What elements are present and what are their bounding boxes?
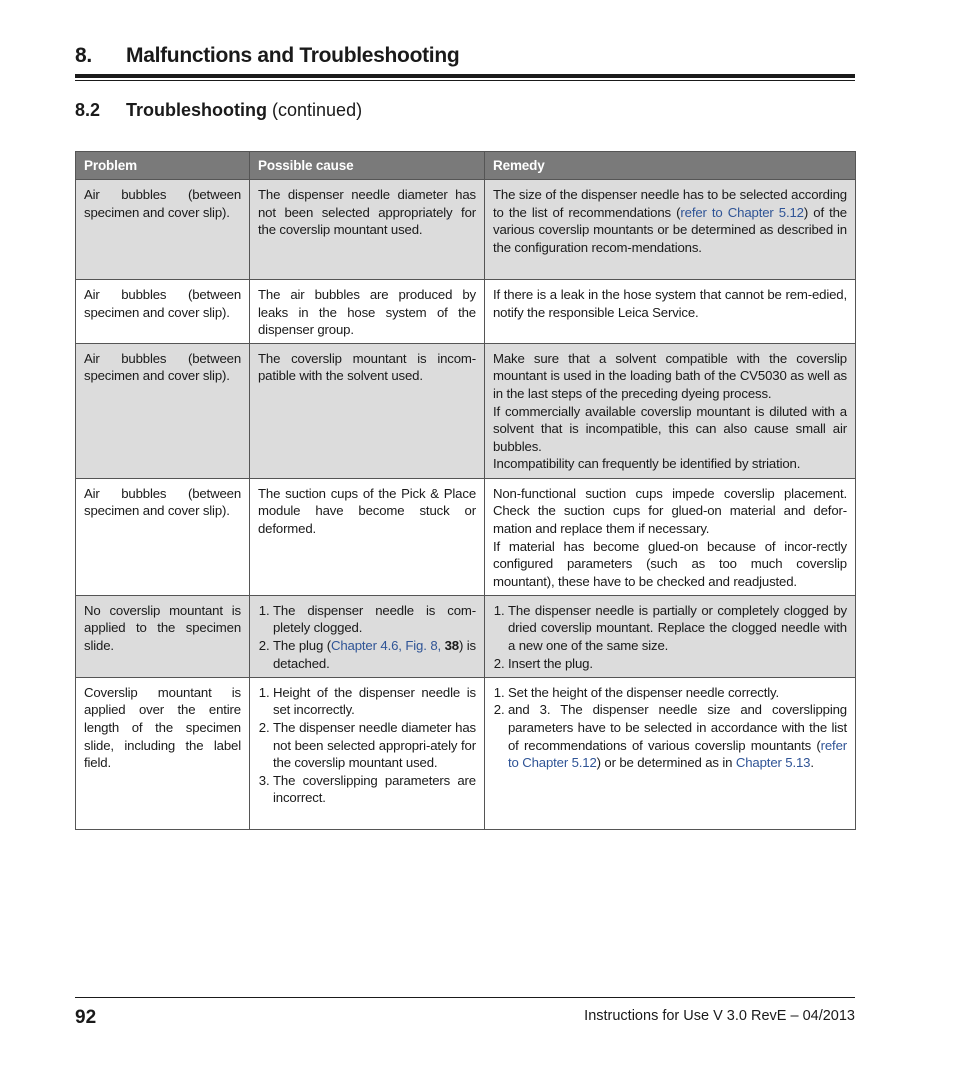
chapter-name: Malfunctions and Troubleshooting <box>126 44 460 67</box>
table-row <box>76 595 856 677</box>
remedy-cell: If there is a leak in the hose system that cannot be rem-edied, notify the responsible Leica Service. <box>485 280 856 344</box>
remedy-item: 1. Set the height of the dispenser needle correctly. <box>508 684 847 702</box>
page-number: 92 <box>75 1007 97 1028</box>
title-rule-thick <box>75 74 855 78</box>
cause-item: 3. The coverslipping parameters are incorrect. <box>273 772 476 807</box>
remedy-cell <box>485 677 856 829</box>
remedy-cell <box>485 595 856 677</box>
table-row <box>76 478 856 595</box>
problem-cell: Coverslip mountant is applied over the entire length of the specimen slide, including the label field. <box>76 677 250 829</box>
remedy-item: 1. The dispenser needle is partially or completely clogged by dried coverslip mountant. Replace the clogged needle with a new one of the same size. <box>508 602 847 655</box>
header-remedy: Remedy <box>485 152 856 180</box>
figure-number: 38 <box>444 637 459 653</box>
cause-item: 1. The dispenser needle is com-pletely clogged. <box>273 602 476 637</box>
remedy-cell <box>485 180 856 280</box>
table-row <box>76 180 856 280</box>
cause-text: ) is detached. <box>273 637 476 671</box>
section-name: Troubleshooting <box>126 100 267 120</box>
problem-cell: Air bubbles (between specimen and cover slip). <box>76 180 250 280</box>
cause-list <box>258 684 476 807</box>
section-title <box>75 100 362 121</box>
cause-cell <box>250 595 485 677</box>
remedy-text: ) or be determined as in <box>596 755 736 771</box>
problem-cell: Air bubbles (between specimen and cover slip). <box>76 280 250 344</box>
remedy-cell <box>485 343 856 478</box>
link-separator: , <box>437 637 445 653</box>
footer-rule <box>75 997 855 998</box>
cause-cell <box>250 677 485 829</box>
title-rule-thin <box>75 80 855 81</box>
header-possible-cause: Possible cause <box>250 152 485 180</box>
remedy-text: The size of the dispenser needle has to be selected according to the list of recommendations ( <box>493 187 847 220</box>
problem-cell: Air bubbles (between specimen and cover slip). <box>76 478 250 595</box>
document-reference: Instructions for Use V 3.0 RevE – 04/2013 <box>584 1008 855 1024</box>
cause-item: 2. The dispenser needle diameter has not been selected appropri-ately for the coverslip mountant used. <box>273 719 476 772</box>
chapter-number: 8. <box>75 44 92 67</box>
cause-cell: The suction cups of the Pick & Place module have become stuck or deformed. <box>250 478 485 595</box>
remedy-paragraph: Incompatibility can frequently be identified by striation. <box>493 456 801 472</box>
remedy-paragraph: If commercially available coverslip mountant is diluted with a solvent that is incompatible, this can also cause small air bubbles. <box>493 403 847 454</box>
table-row <box>76 677 856 829</box>
remedy-text: ) of the various coverslip mountants or be determined as described in the configuration recom-mendations. <box>493 204 847 255</box>
cause-text: The plug ( <box>273 637 331 653</box>
chapter-link[interactable]: refer to Chapter 5.12 <box>508 737 847 771</box>
cause-item: 1. Height of the dispenser needle is set incorrectly. <box>273 684 476 719</box>
remedy-text: . <box>810 755 814 771</box>
table-row <box>76 280 856 344</box>
cause-cell: The coverslip mountant is incom-patible with the solvent used. <box>250 343 485 478</box>
section-number: 8.2 <box>75 100 101 120</box>
remedy-item <box>508 701 847 771</box>
remedy-paragraph: If material has become glued-on because of incor-rectly configured parameters (such as too much coverslip mountant), these have to be checked and readjusted. <box>493 538 847 589</box>
chapter-title <box>75 44 855 68</box>
cause-cell: The air bubbles are produced by leaks in the hose system of the dispenser group. <box>250 280 485 344</box>
cause-list <box>258 602 476 672</box>
remedy-list <box>493 684 847 772</box>
remedy-item: 2. Insert the plug. <box>508 655 847 673</box>
header-problem: Problem <box>76 152 250 180</box>
remedy-paragraph: Make sure that a solvent compatible with the coverslip mountant is used in the loading bath of the CV5030 as well as in the last steps of the preceding dyeing process. <box>493 350 847 401</box>
cause-item <box>273 637 476 672</box>
table-header-row <box>76 152 856 180</box>
remedy-cell <box>485 478 856 595</box>
remedy-paragraph: Non-functional suction cups impede coverslip placement. Check the suction cups for glued-on material and defor-mation and replace them if necessary. <box>493 485 847 536</box>
cause-cell: The dispenser needle diameter has not been selected appropriately for the coverslip mountant used. <box>250 180 485 280</box>
chapter-link[interactable]: Chapter 4.6, Fig. 8 <box>330 637 438 653</box>
remedy-list <box>493 602 847 672</box>
table-row <box>76 343 856 478</box>
chapter-link[interactable]: refer to Chapter 5.12 <box>680 204 804 220</box>
section-suffix: (continued) <box>272 100 363 120</box>
remedy-text: and 3. The dispenser needle size and coverslipping parameters have to be selected in accordance with the list of recommendations of various coverslip mountants ( <box>508 702 847 753</box>
problem-cell: Air bubbles (between specimen and cover slip). <box>76 343 250 478</box>
troubleshooting-table <box>75 151 856 830</box>
chapter-link[interactable]: Chapter 5.13 <box>735 755 811 771</box>
problem-cell: No coverslip mountant is applied to the specimen slide. <box>76 595 250 677</box>
